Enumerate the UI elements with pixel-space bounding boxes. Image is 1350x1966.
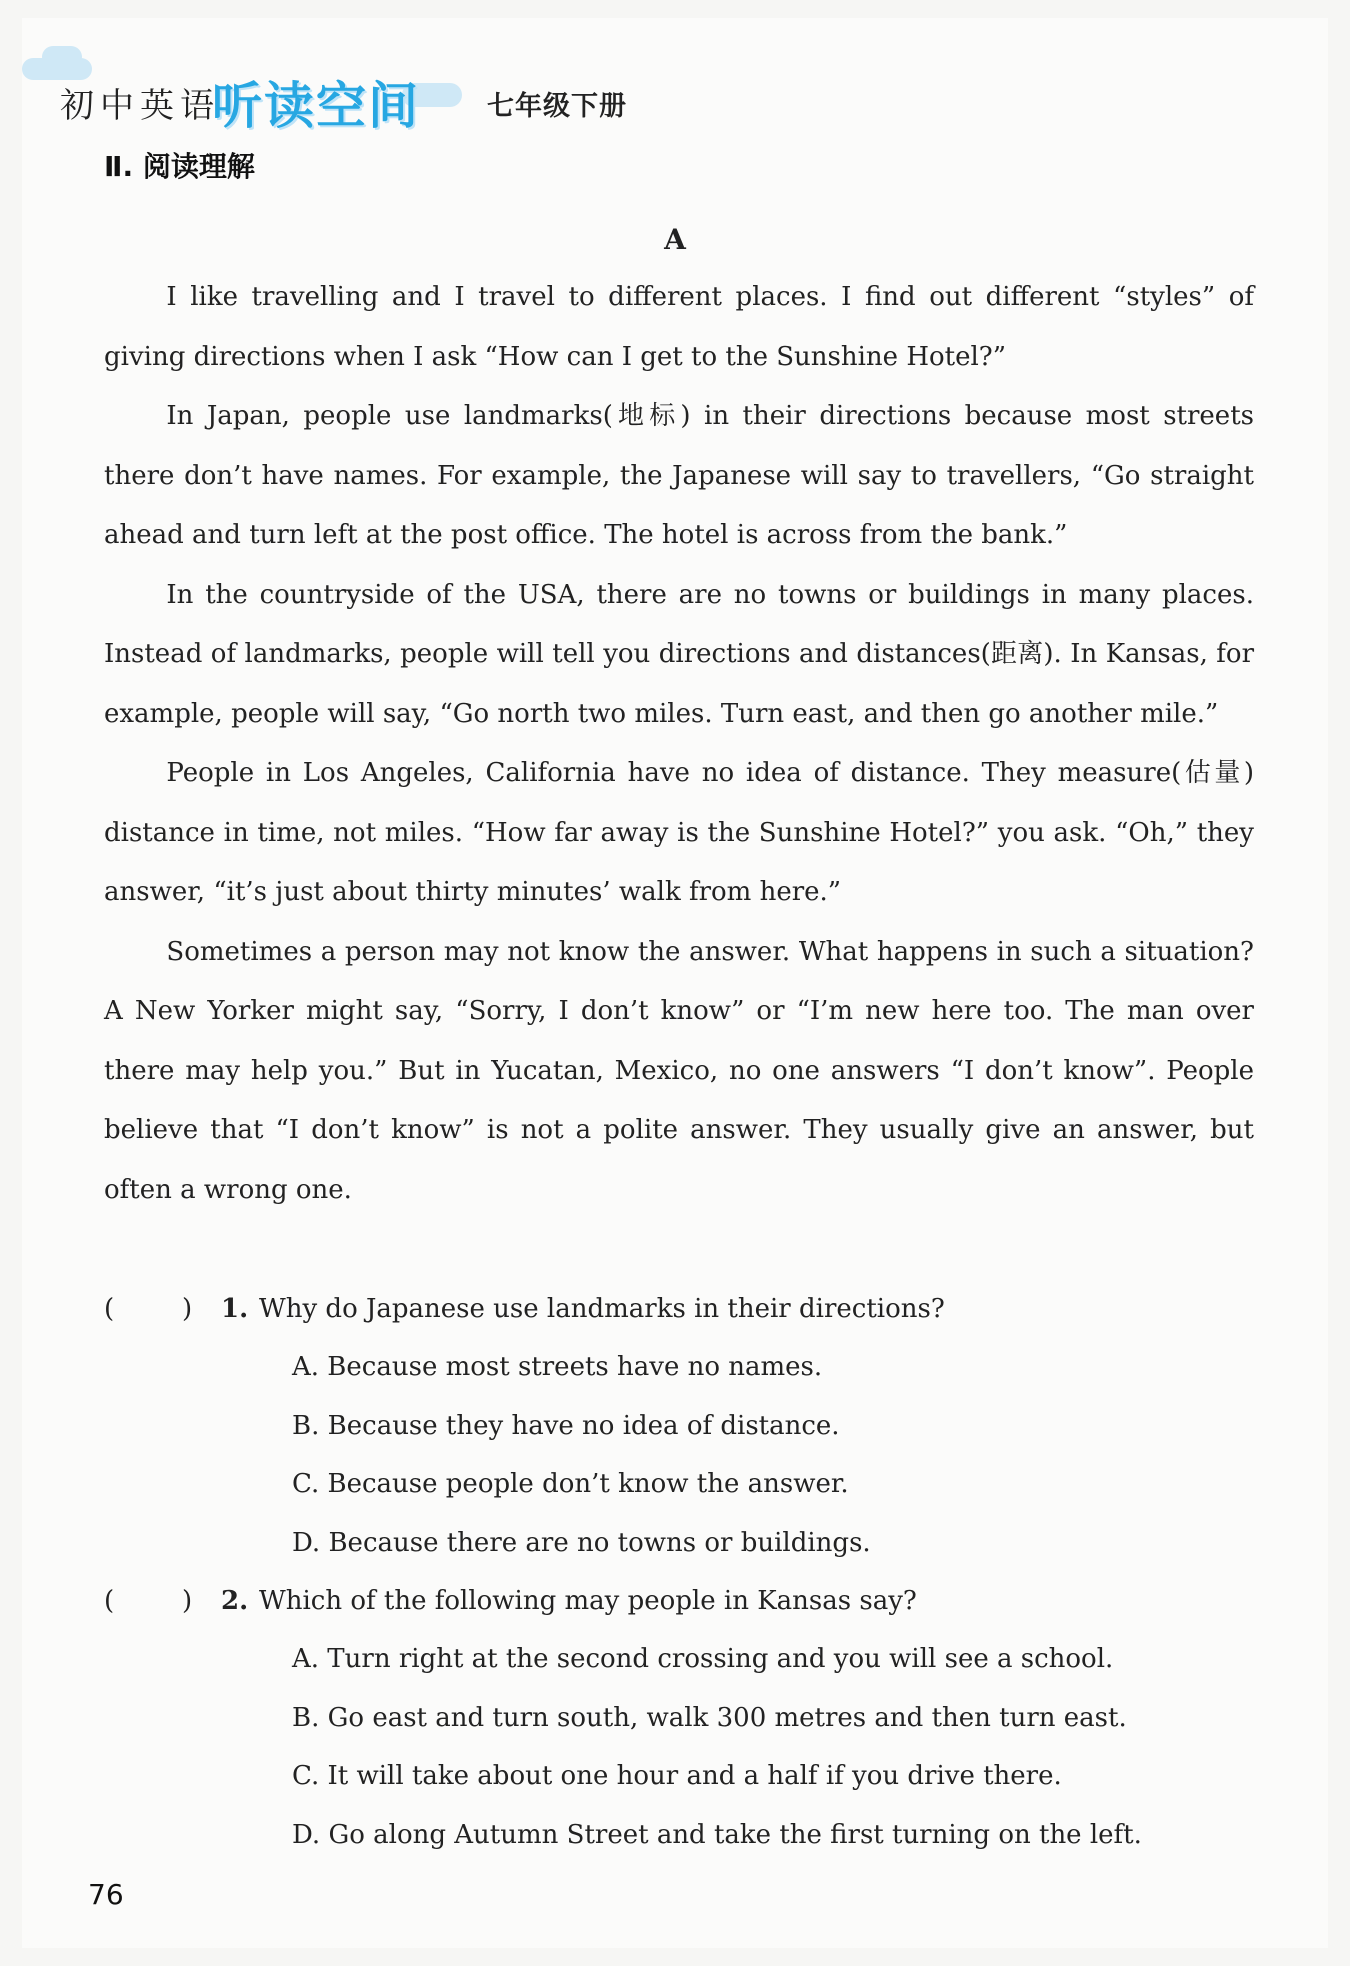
passage-title: A [664,223,686,256]
option-c: C. Because people don’t know the answer. [292,1469,849,1499]
question-text: Why do Japanese use landmarks in their directions? [259,1294,945,1324]
option-d: D. Go along Autumn Street and take the first turning on the left. [292,1819,1142,1850]
question-number: 1. [221,1294,249,1324]
option-a: A. Turn right at the second crossing and you will see a school. [292,1644,1114,1674]
reading-passage [104,268,1254,1220]
question-1 [104,1280,1254,1572]
paragraph: In the countryside of the USA, there are no towns or buildings in many places. Instead of landmarks, people will tell you directions and distances(距离). In Kansas, for example, people will say, “Go north two miles. Turn east, and then go another mile.” [104,579,1254,729]
question-text: Which of the following may people in Kansas say? [259,1586,917,1616]
option-b: B. Go east and turn south, walk 300 metres and then turn east. [292,1702,1127,1733]
paragraph: I like travelling and I travel to different places. I find out different “styles” of giving directions when I ask “How can I get to the Sunshine Hotel?” [104,282,1254,372]
paragraph: Sometimes a person may not know the answer. What happens in such a situation? A New Yorker might say, “Sorry, I don’t know” or “I’m new here too. The man over there may help you.” But in Yucatan, Mexico, no one answers “I don’t know”. People believe that “I don’t know” is not a polite answer. They usually give an answer, but often a wrong one. [104,936,1254,1205]
answer-blank-open: ( [104,1294,115,1324]
cloud-decoration [42,46,82,68]
question-stem [104,1572,1254,1630]
paragraph: In Japan, people use landmarks(地标) in their directions because most streets there don’t have names. For example, the Japanese will say to travellers, “Go straight ahead and turn left at the post office. The hotel is across from the bank.” [104,401,1254,550]
option-d: D. Because there are no towns or buildings. [292,1527,871,1558]
page [22,18,1328,1948]
section-title: Ⅱ. 阅读理解 [104,150,255,183]
answer-blank-open: ( [104,1586,115,1616]
question-list [104,1280,1254,1864]
option-c: C. It will take about one hour and a half if you drive there. [292,1761,1062,1791]
grade-label: 七年级下册 [487,91,627,122]
question-number: 2. [221,1586,249,1616]
page-header [22,38,1328,138]
question-stem [104,1280,1254,1338]
answer-blank-close: ) [182,1294,193,1324]
page-number: 76 [88,1878,124,1911]
answer-blank-close: ) [182,1586,193,1616]
question-2 [104,1572,1254,1864]
option-b: B. Because they have no idea of distance. [292,1410,840,1441]
series-title: 初中英语 [60,86,220,126]
option-a: A. Because most streets have no names. [292,1352,823,1382]
paragraph: People in Los Angeles, California have no idea of distance. They measure(估量) distance in time, not miles. “How far away is the Sunshine Hotel?” you ask. “Oh,” they answer, “it’s just about thirty minutes’ walk from here.” [104,758,1254,907]
brand-logo: 听读空间 [212,77,420,135]
